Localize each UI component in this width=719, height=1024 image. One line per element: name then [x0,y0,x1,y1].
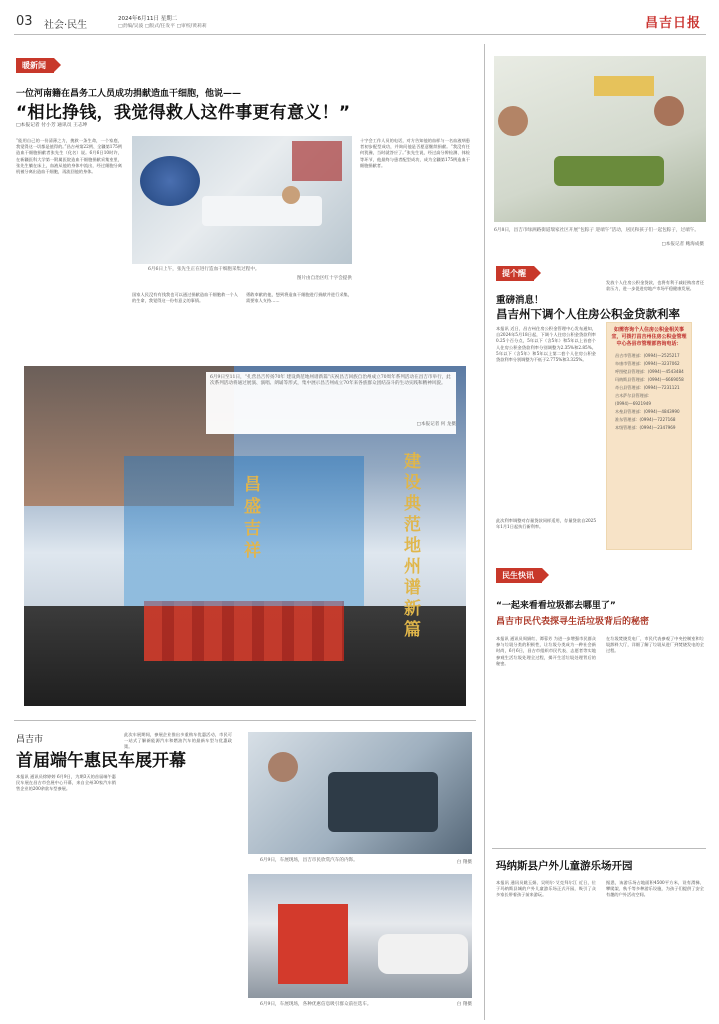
hotline-row: 本级管理部：(0994)—2347969 [615,425,676,430]
story3-col1: 本报讯 近日，昌吉州住房公积金管理中心发布通知，自2024年5月18日起，下调个人住房公积金贷款利率0.25个百分点，5年以下（含5年）和5年以上首套个人住房公积金贷款利率分别调整为2.35%和2.85%。5年以下（含5年）和5年以上第二套个人住房公积金贷款利率分别调整为不低于2.775%和3.325%。 [496,326,596,363]
story4-kicker: “一起来看看垃圾都去哪里了” [496,601,616,611]
bed-figure [202,196,322,226]
hotline-row: 奇台县管理部：(0994)—7231121 [615,385,680,390]
story1-col4: 勇敢奉献的他，想到将造血干细胞进行捐献并进行采集，需要家人支持…… [246,292,352,304]
hotline-row: 玛纳斯县管理部：(0994)—6669058 [615,377,684,382]
hotline-box [606,322,692,550]
orchestra-performers [144,601,344,661]
photo-zongzi-activity [494,56,706,222]
zongzi-table [554,156,664,186]
story6-col1: 本报讯 通讯员姚玉娟、吴明尔·艾克拜尔江 近日，位于玛纳斯县城的户外儿童游乐场正式开园，吸引了众多家长带着孩子前来游玩。 [496,880,596,898]
wall-banner [594,76,654,96]
staff-credits: □责编/吴波 □版式/任发平 □审校/黄莉莉 [118,24,207,29]
person-head [498,106,528,136]
dashboard [328,772,438,832]
tag-warm-news: 暖新闻 [16,58,54,73]
promo-sign [278,904,348,984]
story3-kicker: 重磅消息！ [496,295,544,306]
newspaper-logo: 昌吉日报 [644,16,701,31]
story1-col3: 国家人民没有有钱我也可以通过捐献造血干细胞救一个人的生命，我觉得这一份有意义的事情。 [132,292,238,304]
person-head [268,752,298,782]
issue-date: 2024年6月11日 星期二 [118,16,178,22]
hotline-title: 如需咨询个人住房公积金相关事宜，可拨打昌吉州住房公积金管理中心各县市管理部咨询电话： [611,327,687,347]
story1-col2: 十字会工作人员的电话，对方告知他的血样与一名血液病患者初步配型成功，并询问他是否愿意继续捐献。“我没有任何犹豫，当时就答应了。”张先生说，经过高分辨检测、体检等环节，他最终与患者配型成功，成为全疆第175例造血干细胞捐献者。 [360,138,470,168]
hotline-row: 呼图壁县管理部：(0994)—4543484 [615,369,684,374]
story3-col2: 此次利率调整对存量贷款同样适用，存量贷款自2025年1月1日起执行新利率。 [496,518,596,530]
white-car [378,934,468,974]
hotline-row: 阜康市管理部：(0994)—3237062 [615,361,680,366]
top-right-caption: 6月8日，昌吉市绿洲路街道瑞家社区开展“包粽子 迎端午”活动，居民和孩子们一起包粽子，过端午。 [494,228,699,233]
tag-reminder: 提个醒 [496,266,534,281]
story5-col2: 此次车展期间，参展企业推出多重购车优惠活动，市民可一站式了解新能源汽车和燃油汽车的最新车型与优惠政策。 [124,732,232,750]
tag-livelihood-news: 民生快讯 [496,568,542,583]
story5-headline: 首届端午惠民车展开幕 [16,751,186,771]
story1-col1: “能用自己的一份清薄之力，挽救一条生命，一个家庭，我觉得这一切都是值得的。”昌吉州第22例、全疆第175例造血干细胞捐献者张先生（化名）说。6月6日10时许，在新疆医科大学第一附属医院造血干细胞捐献采集室里，张先生躺在床上，血液从他的身体中流出，经过细胞分离机被分离出造血干细胞，再流回他的身体。 [16,138,122,175]
story1-kicker: 一位河南籍在昌务工人员成功捐献造血干细胞，他说—— [16,89,242,99]
certificate [292,141,342,181]
story4-col2: 在垃圾焚烧发电厂，市民代表参观了中央控制室和垃圾卸料大厅，详细了解了垃圾从进厂到焚烧发电的全过程。 [606,636,704,654]
banner-left: 昌盛吉祥 [244,475,261,561]
banner-right: 建设典范地州谱新篇 [404,452,421,640]
person-head [654,96,684,126]
story5-photo2-credit: 白 翔摄 [456,1002,472,1007]
story5-kicker: 昌吉市 [16,735,44,745]
flower-bouquet [140,156,200,206]
story1-byline: □本报记者 付小芳 通讯员 王志坤 [16,123,88,128]
story5-col1: 本报讯 通讯员徐婷婷 6月9日，为期3天的首届端午惠民车展在昌吉市会展中心开幕，来自全州30家汽车销售企业的200余款车型参展。 [16,774,116,792]
story1-photo-caption: 6月6日上午，张先生正在进行造血干细胞采集过程中。 [148,267,260,272]
story4-col1: 本报讯 通讯员周娟红、谭蓉芳 为进一步增强市民群众参与垃圾分类的积极性，让垃圾分类成为一种社会新时尚，6月6日，昌吉市组织市民代表、志愿者等实地参观生活垃圾处理全过程，揭开生活垃圾处理背后的秘密。 [496,636,596,666]
section-divider [14,720,476,721]
story6-col2: 据悉，该游乐场占地面积4500平方米，设有滑梯、攀爬架、秋千等多种游乐设施，为孩子们提供了安全有趣的户外活动空间。 [606,880,704,898]
hotline-row: 吉木萨尔县管理部： [615,393,652,398]
story4-headline: 昌吉市民代表探寻生活垃圾背后的秘密 [496,617,650,627]
story5-photo1-caption: 6月9日，车展现场，昌吉市民欣赏汽车的内饰。 [260,858,358,863]
section-title: 社会·民生 [44,20,88,31]
header-divider [14,34,706,35]
page-number: 03 [16,14,33,29]
story1-headline: “相比挣钱，我觉得救人这件事更有意义！” [16,103,351,123]
photo-car-show [248,874,472,998]
hotline-row: 昌吉市管理部：(0994)—2525217 [615,353,680,358]
hotline-row: 准东管理部：(0994)—7227168 [615,417,676,422]
story1-photo-credit: 图片由自治区红十字会提供 [296,276,352,281]
photo-car-interior [248,732,472,854]
story5-photo1-credit: 白 翔摄 [456,860,472,865]
story2-credit: □本报记者 何 龙摄 [416,422,456,427]
column-divider [484,44,485,1020]
story6-headline: 玛纳斯县户外儿童游乐场开园 [496,860,633,872]
person-head [282,186,300,204]
hotline-row: (0994)—6921949 [615,401,651,406]
photo-blood-donation [132,136,352,264]
story5-photo2-caption: 6月9日，车展现场，各种优惠信息吸引群众前往选车。 [260,1002,372,1007]
section-divider [492,848,706,849]
story2-caption: 6月9日至11日，“扎营昌吉传扬70年 建设典范地州谱新篇”庆祝昌吉回族自治州成立70周年系列活动在昌吉市举行，此次系列活动将通过展演、演唱、朗诵等形式，集中展示昌吉州成立70年来各族群众团结奋斗的生动实践和精神风貌。 [210,375,451,386]
hotline-row: 木垒县管理部：(0994)—4843990 [615,409,680,414]
story3-headline: 昌吉州下调个人住房公积金贷款利率 [496,307,680,321]
top-right-credit: □本报记者 鲍海成摄 [661,242,704,247]
story3-col3: 发放个人住房公积金贷款，也将有利于减轻购房者还款压力，进一步促进房地产市场平稳健康发展。 [606,280,704,292]
